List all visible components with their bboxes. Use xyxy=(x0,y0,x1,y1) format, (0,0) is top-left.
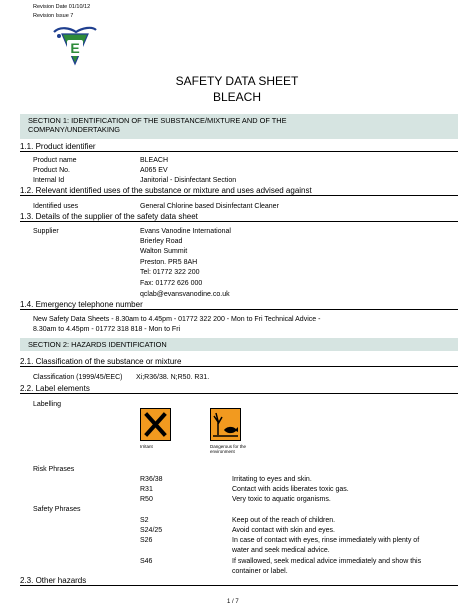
safety-text: Keep out of the reach of children. xyxy=(232,517,336,524)
emergency-line-2: 8.30am to 4.45pm - 01772 318 818 - Mon to Fri xyxy=(33,326,181,333)
classification-label: Classification (1999/45/EEC) xyxy=(33,374,123,381)
safety-text: If swallowed, seek medical advice immediately and show this xyxy=(232,558,422,565)
subsection-1-2-title: 1.2. Relevant identified uses of the substance or mixture and uses advised against xyxy=(20,186,458,196)
internal-id-value: Janitorial - Disinfectant Section xyxy=(140,177,237,184)
safety-code: S26 xyxy=(140,537,153,544)
supplier-line: Preston. PR5 8AH xyxy=(140,259,198,266)
section-2-heading-text: SECTION 2: HAZARDS IDENTIFICATION xyxy=(28,340,167,349)
section-1-heading-line2: COMPANY/UNDERTAKING xyxy=(28,125,120,134)
subsection-2-3-title: 2.3. Other hazards xyxy=(20,576,458,586)
supplier-fax: Fax: 01772 626 000 xyxy=(140,280,203,287)
safety-text: In case of contact with eyes, rinse immediately with plenty of xyxy=(232,537,420,544)
subsection-1-1-title: 1.1. Product identifier xyxy=(20,142,458,152)
labelling-label: Labelling xyxy=(33,401,62,408)
product-name-value: BLEACH xyxy=(140,157,169,164)
supplier-line: Evans Vanodine International xyxy=(140,228,231,235)
risk-code: R31 xyxy=(140,486,153,493)
subsection-1-4-title: 1.4. Emergency telephone number xyxy=(20,300,458,310)
safety-code: S46 xyxy=(140,558,153,565)
page-number: 1 / 7 xyxy=(227,599,239,605)
environment-hazard-icon xyxy=(210,408,241,441)
product-no-label: Product No. xyxy=(33,167,70,174)
safety-text-continued: water and seek medical advice. xyxy=(232,547,330,554)
svg-text:E: E xyxy=(70,40,80,56)
safety-phrases-label: Safety Phrases xyxy=(33,506,81,513)
classification-value: Xi;R36/38. N;R50. R31. xyxy=(136,374,210,381)
internal-id-label: Internal Id xyxy=(33,177,65,184)
supplier-label: Supplier xyxy=(33,228,59,235)
product-no-value: A065 EV xyxy=(140,167,168,174)
environment-caption: Dangerous for the environment xyxy=(210,444,247,454)
subsection-2-2-title: 2.2. Label elements xyxy=(20,384,458,394)
risk-code: R50 xyxy=(140,496,153,503)
subsection-2-1-title: 2.1. Classification of the substance or mixture xyxy=(20,357,458,367)
risk-phrases-label: Risk Phrases xyxy=(33,466,75,473)
safety-text: Avoid contact with skin and eyes. xyxy=(232,527,335,534)
supplier-phone: Tel: 01772 322 200 xyxy=(140,269,200,276)
subsection-1-3-title: 1.3. Details of the supplier of the safety data sheet xyxy=(20,212,458,222)
risk-text: Irritating to eyes and skin. xyxy=(232,476,312,483)
supplier-line: Brierley Road xyxy=(140,238,183,245)
irritant-caption: Irritant xyxy=(140,444,153,449)
safety-code: S2 xyxy=(140,517,149,524)
section-1-heading-line1: SECTION 1: IDENTIFICATION OF THE SUBSTANCE/MIXTURE AND OF THE xyxy=(28,116,287,125)
supplier-line: Walton Summit xyxy=(140,248,188,255)
identified-uses-label: Identified uses xyxy=(33,203,79,210)
supplier-email: qclab@evansvanodine.co.uk xyxy=(140,291,230,298)
section-1-heading xyxy=(20,114,458,139)
identified-uses-value: General Chlorine based Disinfectant Cleaner xyxy=(140,203,279,210)
company-logo xyxy=(50,24,100,70)
product-name-label: Product name xyxy=(33,157,77,164)
irritant-cross-icon xyxy=(140,408,171,441)
document-title: SAFETY DATA SHEET xyxy=(175,74,299,88)
safety-code: S24/25 xyxy=(140,527,163,534)
risk-text: Contact with acids liberates toxic gas. xyxy=(232,486,349,493)
revision-issue: Revision Issue 7 xyxy=(33,13,74,19)
safety-text-continued: container or label. xyxy=(232,568,288,575)
risk-text: Very toxic to aquatic organisms. xyxy=(232,496,331,503)
risk-code: R36/38 xyxy=(140,476,163,483)
section-2-heading xyxy=(20,338,458,351)
emergency-line-1: New Safety Data Sheets - 8.30am to 4.45pm - 01772 322 200 - Mon to Fri Technical Advice - xyxy=(33,316,321,323)
revision-date: Revision Date 01/10/12 xyxy=(33,4,91,10)
product-title: BLEACH xyxy=(212,90,262,104)
